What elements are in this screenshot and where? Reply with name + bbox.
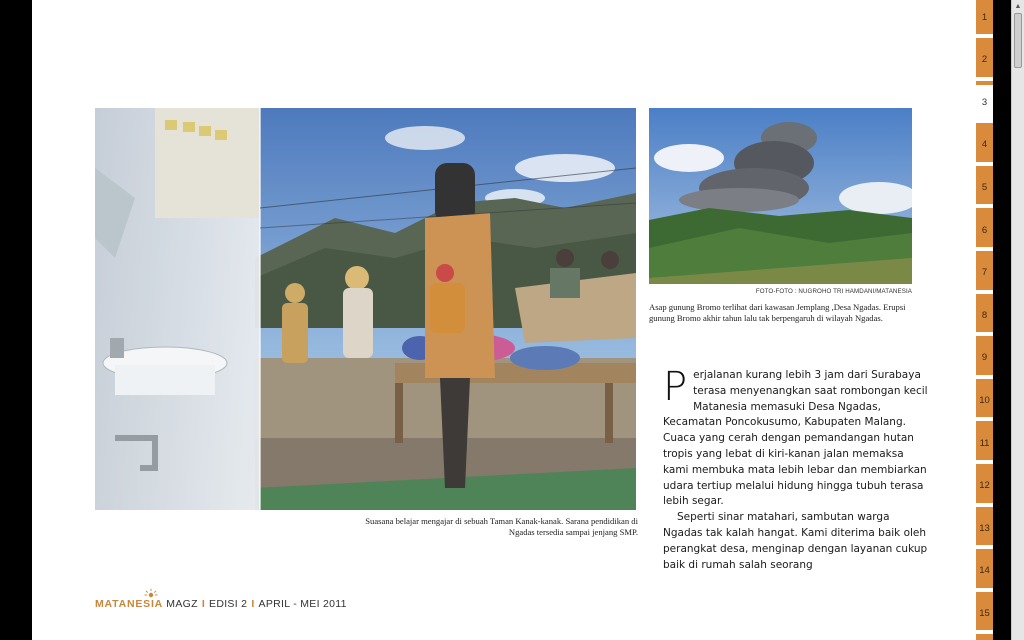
page-tab-11[interactable]: 11 (976, 426, 993, 464)
scroll-up-arrow-icon[interactable]: ▲ (1014, 2, 1022, 10)
page-tab-1[interactable]: 1 (976, 0, 993, 38)
page-tab-2[interactable]: 2 (976, 43, 993, 81)
scroll-thumb[interactable] (1014, 13, 1022, 68)
footer-separator: I (201, 598, 206, 610)
article-paragraph-1 (663, 364, 931, 510)
vertical-scrollbar[interactable] (1011, 0, 1024, 640)
article-paragraph-1-text: erjalanan kurang lebih 3 jam dari Surabaya terasa menyenangkan saat rombongan kecil Matanesia memasuki Desa Ngadas, Kecamatan Poncokusumo, Kabupaten Malang. Cuaca yang cerah dengan pemandangan hutan tropis yang lebat di kiri-kanan jalan memaksa kami membuka mata lebih lebar dan membiarkan udara tertiup melalui hidung hingga tubuh terasa lebih segar. (663, 369, 928, 508)
page-tab-15[interactable]: 15 (976, 596, 993, 634)
page-tab-9[interactable]: 9 (976, 341, 993, 379)
footer-separator: I (251, 598, 255, 610)
article-body (663, 364, 931, 573)
magazine-page (32, 0, 976, 640)
page-tab-10[interactable]: 10 (976, 383, 993, 421)
footer-magz: MAGZ (166, 598, 198, 610)
page-tab-4[interactable]: 4 (976, 128, 993, 166)
bromo-photo-image (649, 108, 912, 284)
kindergarten-photo-image (95, 108, 636, 510)
article-paragraph-2: Seperti sinar matahari, sambutan warga Ngadas tak kalah hangat. Kami diterima baik oleh perangkat desa, menginap dengan layanan cukup baik di rumah salah seorang (663, 511, 928, 571)
page-tab-3[interactable]: 3 (976, 85, 993, 123)
drop-cap: P (663, 364, 688, 410)
page-tab-7[interactable]: 7 (976, 256, 993, 294)
kindergarten-photo (95, 108, 636, 510)
kindergarten-caption: Suasana belajar mengajar di sebuah Taman Kanak-kanak. Sarana pendidikan di Ngadas tersedia sampai jenjang SMP. (365, 516, 638, 537)
sun-icon (144, 588, 158, 598)
footer-edition: EDISI 2 (209, 598, 248, 610)
page-footer (95, 598, 347, 610)
page-tab-12[interactable]: 12 (976, 469, 993, 507)
bromo-photo (649, 108, 912, 284)
bromo-caption: Asap gunung Bromo terlihat dari kawasan Jemplang ,Desa Ngadas. Erupsi gunung Bromo akhir tahun lalu tak berpengaruh di wilayah Ngadas. (649, 302, 906, 323)
photo-credit: FOTO-FOTO : NUGROHO TRI HAMDANI/MATANESIA (755, 288, 912, 295)
page-tab-14[interactable]: 14 (976, 554, 993, 592)
page-tab-strip (976, 0, 993, 640)
footer-brand: MATANESIA (95, 598, 164, 610)
page-tab-5[interactable]: 5 (976, 170, 993, 208)
footer-period: APRIL - MEI 2011 (258, 598, 347, 610)
page-tab-8[interactable]: 8 (976, 298, 993, 336)
page-tab-13[interactable]: 13 (976, 511, 993, 549)
page-tab-6[interactable]: 6 (976, 213, 993, 251)
